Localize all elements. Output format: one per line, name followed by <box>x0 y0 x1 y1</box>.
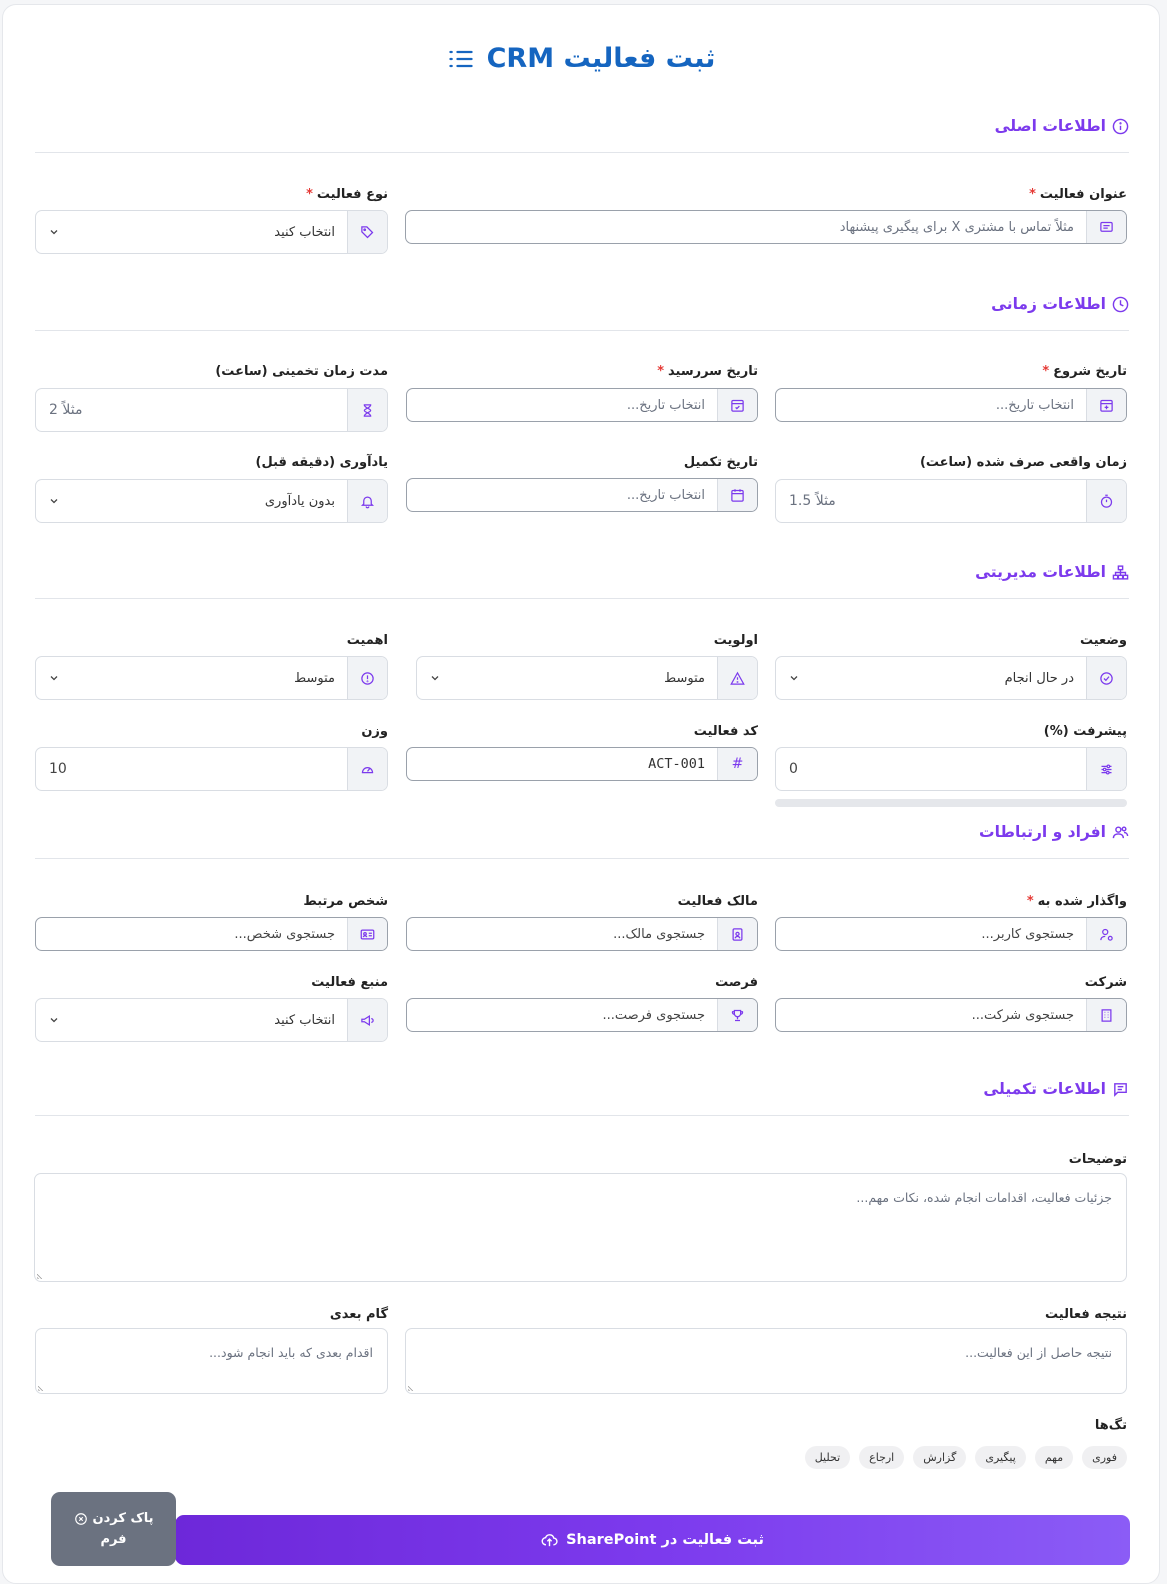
form-card <box>2 4 1160 1584</box>
next-step-placeholder: اقدام بعدی که باید انجام شود... <box>209 1345 373 1360</box>
section-people-title: افراد و ارتباطات <box>979 823 1106 841</box>
tag-chip[interactable]: ارجاع <box>859 1446 904 1469</box>
estimated-duration-addon <box>347 389 387 431</box>
resize-grip-icon[interactable] <box>408 1383 416 1391</box>
submit-button-label: ثبت فعالیت در SharePoint <box>566 1532 764 1548</box>
completion-date-input[interactable] <box>406 478 758 512</box>
priority-label: اولویت <box>713 633 758 648</box>
chevron-down-icon <box>788 672 800 684</box>
weight-input[interactable] <box>35 747 388 791</box>
calendar-plus-icon <box>1099 398 1114 413</box>
required-mark: * <box>1029 187 1036 202</box>
reminder-select[interactable] <box>35 479 388 523</box>
importance-value: متوسط <box>294 670 335 686</box>
due-date-addon <box>717 389 757 421</box>
chevron-down-icon <box>48 226 60 238</box>
section-main-info <box>35 117 1129 153</box>
weight-addon <box>347 748 387 790</box>
description-placeholder: جزئیات فعالیت، اقدامات انجام شده، نکات مهم... <box>856 1190 1112 1205</box>
status-addon <box>1086 657 1126 699</box>
clear-button-label: پاک کردن <box>92 1511 154 1526</box>
related-person-label: شخص مرتبط <box>303 894 388 909</box>
estimated-duration-placeholder: مثلاً 2 <box>49 402 83 418</box>
required-mark: * <box>1026 894 1034 909</box>
related-person-addon <box>347 918 387 950</box>
source-value: انتخاب کنید <box>274 1012 335 1028</box>
hourglass-icon <box>360 403 375 418</box>
gauge-icon <box>360 762 375 777</box>
activity-code-input[interactable] <box>406 747 758 781</box>
chevron-down-icon <box>48 1014 60 1026</box>
section-time-info <box>35 295 1129 331</box>
estimated-duration-input[interactable] <box>35 388 388 432</box>
reminder-addon <box>347 480 387 522</box>
result-textarea[interactable] <box>405 1328 1127 1394</box>
chevron-down-icon <box>48 495 60 507</box>
tag-chip[interactable]: پیگیری <box>975 1446 1025 1469</box>
required-mark: * <box>306 187 313 202</box>
start-date-input[interactable] <box>775 388 1127 422</box>
source-addon <box>347 999 387 1041</box>
megaphone-icon <box>360 1013 375 1028</box>
section-time-header <box>991 295 1129 313</box>
info-icon <box>1112 118 1129 135</box>
actual-time-input[interactable] <box>775 479 1127 523</box>
required-mark: * <box>657 364 665 379</box>
section-main-header <box>995 117 1129 135</box>
reminder-value: بدون یادآوری <box>264 493 335 509</box>
description-label: توضیحات <box>1068 1152 1127 1167</box>
x-circle-icon <box>74 1512 88 1526</box>
opportunity-input[interactable] <box>406 998 758 1032</box>
source-label: منبع فعالیت <box>311 975 388 990</box>
progress-label: پیشرفت (%) <box>1043 724 1127 739</box>
section-main-title: اطلاعات اصلی <box>994 117 1106 135</box>
next-step-textarea[interactable] <box>35 1328 388 1394</box>
actual-time-placeholder: مثلاً 1.5 <box>789 493 836 509</box>
section-extra-info <box>35 1080 1129 1116</box>
completion-date-placeholder: انتخاب تاریخ... <box>626 487 705 503</box>
section-people-header <box>979 823 1129 841</box>
assigned-to-placeholder: جستجوی کاربر... <box>981 926 1074 942</box>
section-time-title: اطلاعات زمانی <box>991 295 1106 313</box>
required-mark: * <box>1042 364 1050 379</box>
tag-chip[interactable]: تحلیل <box>805 1446 850 1469</box>
importance-addon <box>347 657 387 699</box>
list-icon <box>447 45 475 73</box>
assigned-to-addon <box>1086 918 1126 950</box>
start-date-placeholder: انتخاب تاریخ... <box>995 397 1074 413</box>
resize-grip-icon[interactable] <box>38 1383 46 1391</box>
result-label: نتیجه فعالیت <box>1045 1307 1127 1322</box>
message-square-icon <box>1099 220 1114 235</box>
importance-label: اهمیت <box>346 633 388 648</box>
tags-label: تگ‌ها <box>1094 1418 1127 1433</box>
sitemap-icon <box>1112 564 1129 581</box>
source-select[interactable] <box>35 998 388 1042</box>
weight-label: وزن <box>361 724 388 739</box>
assigned-to-label: واگذار شده به* <box>1026 894 1127 909</box>
activity-type-select[interactable] <box>35 210 388 254</box>
due-date-label: تاریخ سررسید* <box>657 364 758 379</box>
chevron-down-icon <box>48 672 60 684</box>
section-extra-title: اطلاعات تکمیلی <box>983 1080 1106 1098</box>
tag-icon <box>360 225 375 240</box>
due-date-input[interactable] <box>406 388 758 422</box>
form-title-text: ثبت فعالیت CRM <box>486 43 716 74</box>
clear-button-label-line2: فرم <box>100 1532 127 1547</box>
priority-select[interactable] <box>416 656 758 700</box>
result-placeholder: نتیجه حاصل از این فعالیت... <box>965 1345 1112 1360</box>
activity-title-addon <box>1086 211 1126 243</box>
clock-icon <box>1112 296 1129 313</box>
activity-code-addon <box>717 748 757 780</box>
opportunity-label: فرصت <box>715 975 758 990</box>
company-input[interactable] <box>775 998 1127 1032</box>
description-textarea[interactable] <box>34 1173 1127 1282</box>
status-select[interactable] <box>775 656 1127 700</box>
cloud-upload-icon <box>541 1532 558 1549</box>
alert-circle-icon <box>360 671 375 686</box>
start-date-label: تاریخ شروع* <box>1042 364 1127 379</box>
company-addon <box>1086 999 1126 1031</box>
section-management-title: اطلاعات مدیریتی <box>975 563 1106 581</box>
calendar-icon <box>730 488 745 503</box>
owner-input[interactable] <box>406 917 758 951</box>
alert-triangle-icon <box>730 671 745 686</box>
opportunity-addon <box>717 999 757 1031</box>
tag-chip[interactable]: گزارش <box>913 1446 966 1469</box>
actual-time-label: زمان واقعی صرف شده (ساعت) <box>919 455 1127 470</box>
activity-code-value: ACT-001 <box>648 756 705 772</box>
bell-icon <box>360 494 375 509</box>
tag-chip[interactable]: مهم <box>1035 1446 1073 1469</box>
check-circle-icon <box>1099 671 1114 686</box>
progress-input[interactable] <box>775 747 1127 791</box>
id-badge-icon <box>730 927 745 942</box>
chevron-down-icon <box>429 672 441 684</box>
section-people-info <box>35 823 1129 859</box>
submit-button[interactable] <box>175 1515 1130 1565</box>
related-person-placeholder: جستجوی شخص... <box>234 926 335 942</box>
activity-type-label: نوع فعالیت* <box>306 187 388 202</box>
next-step-label: گام بعدی <box>329 1307 388 1322</box>
company-label: شرکت <box>1084 975 1127 990</box>
section-management-info <box>35 563 1129 599</box>
activity-title-label: عنوان فعالیت* <box>1029 187 1127 202</box>
estimated-duration-label: مدت زمان تخمینی (ساعت) <box>215 364 388 379</box>
priority-value: متوسط <box>664 670 705 686</box>
address-card-icon <box>360 927 375 942</box>
users-icon <box>1112 824 1129 841</box>
progress-addon <box>1086 748 1126 790</box>
completion-date-label: تاریخ تکمیل <box>683 455 758 470</box>
building-icon <box>1099 1008 1114 1023</box>
user-cog-icon <box>1099 927 1114 942</box>
owner-placeholder: جستجوی مالک... <box>613 926 705 942</box>
status-value: در حال انجام <box>1004 670 1074 686</box>
trophy-icon <box>730 1008 745 1023</box>
company-placeholder: جستجوی شرکت... <box>971 1007 1074 1023</box>
opportunity-placeholder: جستجوی فرصت... <box>602 1007 705 1023</box>
tags-list <box>805 1446 1127 1469</box>
owner-label: مالک فعالیت <box>677 894 758 909</box>
clear-form-button[interactable] <box>51 1492 176 1566</box>
activity-code-label: کد فعالیت <box>693 724 758 739</box>
assigned-to-input[interactable] <box>775 917 1127 951</box>
importance-select[interactable] <box>35 656 388 700</box>
sliders-icon <box>1099 762 1114 777</box>
tag-chip[interactable]: فوری <box>1082 1446 1127 1469</box>
section-extra-header <box>983 1080 1129 1098</box>
activity-title-input[interactable] <box>405 210 1127 244</box>
actual-time-addon <box>1086 480 1126 522</box>
section-management-header <box>975 563 1129 581</box>
owner-addon <box>717 918 757 950</box>
activity-title-placeholder: مثلاً تماس با مشتری X برای پیگیری پیشنهاد <box>839 219 1074 235</box>
resize-grip-icon[interactable] <box>37 1271 45 1279</box>
activity-type-value: انتخاب کنید <box>274 224 335 240</box>
completion-date-addon <box>717 479 757 511</box>
related-person-input[interactable] <box>35 917 388 951</box>
progress-bar <box>775 799 1127 807</box>
progress-value: 0 <box>789 761 798 777</box>
comment-lines-icon <box>1112 1081 1129 1098</box>
activity-type-addon <box>347 211 387 253</box>
stopwatch-icon <box>1099 494 1114 509</box>
form-title <box>3 43 1159 74</box>
calendar-check-icon <box>730 398 745 413</box>
priority-addon <box>717 657 757 699</box>
reminder-label: یادآوری (دقیقه قبل) <box>255 455 388 470</box>
weight-value: 10 <box>49 761 67 777</box>
hash-icon: # <box>731 756 744 772</box>
due-date-placeholder: انتخاب تاریخ... <box>626 397 705 413</box>
status-label: وضعیت <box>1079 633 1127 648</box>
start-date-addon <box>1086 389 1126 421</box>
